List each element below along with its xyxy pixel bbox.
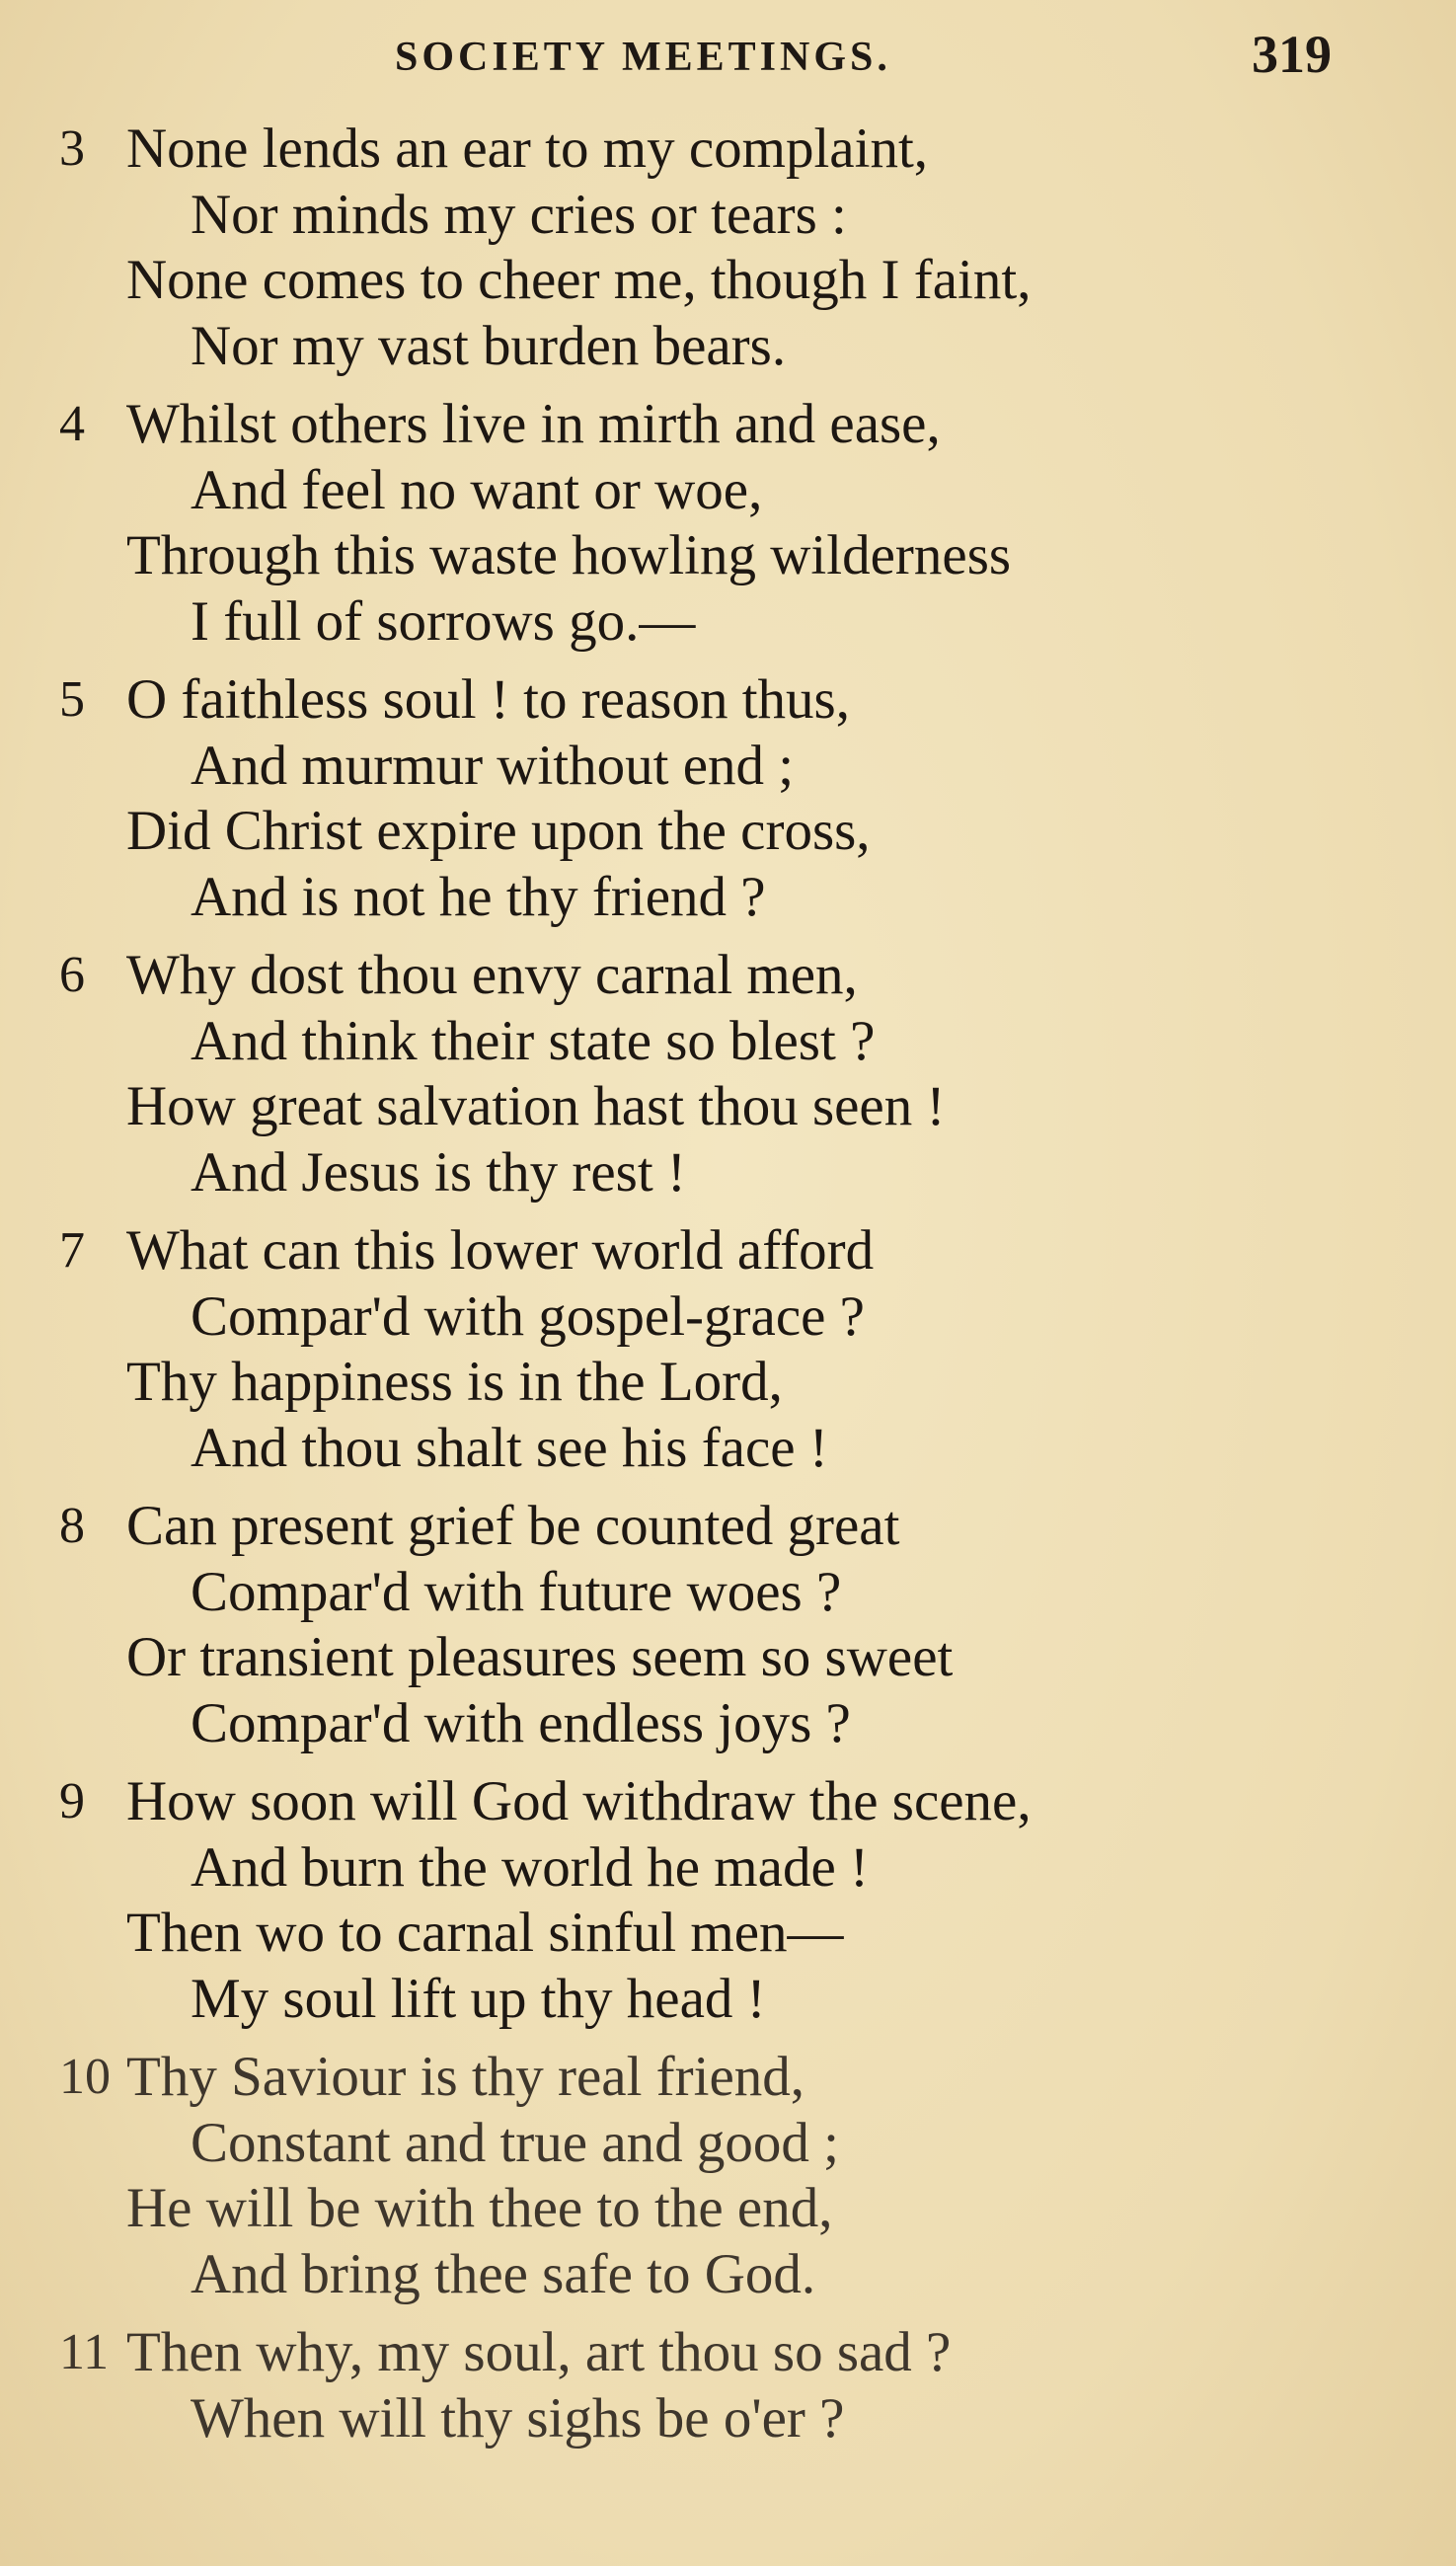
verse-line: None comes to cheer me, though I faint,: [126, 249, 1032, 311]
verse: [59, 2320, 1421, 2451]
verse-line: Compar'd with endless joys ?: [191, 1691, 851, 1754]
verse-line: Thy happiness is in the Lord,: [126, 1351, 783, 1413]
verse-line: 3 None lends an ear to my complaint,: [59, 117, 1421, 183]
verse-number: 4: [59, 396, 85, 452]
verse-line: 4 Whilst others live in mirth and ease,: [59, 392, 1421, 458]
verse-line: 10 Thy Saviour is thy real friend,: [59, 2045, 1421, 2111]
verse-number: 11: [59, 2324, 110, 2380]
verse-number: 9: [59, 1773, 85, 1829]
verse: [59, 1494, 1421, 1756]
verse-line: And murmur without end ;: [191, 734, 795, 797]
verse-number: 10: [59, 2049, 111, 2105]
verse-line: Constant and true and good ;: [191, 2111, 839, 2174]
verse-line: Compar'd with future woes ?: [191, 1560, 842, 1623]
running-head: SOCIETY MEETINGS.: [395, 35, 891, 80]
verse-line: Compar'd with gospel-grace ?: [191, 1284, 865, 1348]
verse-line: He will be with thee to the end,: [126, 2177, 833, 2239]
verse-line: 11 Then why, my soul, art thou so sad ?: [59, 2320, 1421, 2386]
verse-line: And burn the world he made !: [191, 1835, 869, 1899]
verse-number: 7: [59, 1222, 85, 1279]
verse-line: Nor my vast burden bears.: [191, 314, 787, 377]
verse-number: 6: [59, 947, 85, 1003]
verse: [59, 392, 1421, 655]
verse-number: 5: [59, 671, 85, 728]
verse-line: Did Christ expire upon the cross,: [126, 800, 871, 862]
verse: [59, 1769, 1421, 2032]
verse: [59, 667, 1421, 930]
verse-line: And think their state so blest ?: [191, 1009, 876, 1072]
verse-line: 6 Why dost thou envy carnal men,: [59, 943, 1421, 1009]
verse-number: 3: [59, 120, 85, 177]
verse-line: I full of sorrows go.—: [191, 589, 696, 653]
verse-number: 8: [59, 1498, 85, 1554]
verse-line: Through this waste howling wilderness: [126, 524, 1012, 586]
page-number: 319: [1252, 25, 1332, 84]
verse-line: And bring thee safe to God.: [191, 2242, 816, 2305]
verse: [59, 2045, 1421, 2307]
verse-line: Or transient pleasures seem so sweet: [126, 1626, 954, 1688]
verse-line: 7 What can this lower world afford: [59, 1218, 1421, 1284]
verse: [59, 1218, 1421, 1481]
verse-line: And is not he thy friend ?: [191, 865, 766, 928]
verse-line: How great salvation hast thou seen !: [126, 1075, 946, 1137]
verse-line: When will thy sighs be o'er ?: [191, 2386, 845, 2449]
verse-line: Nor minds my cries or tears :: [191, 183, 847, 246]
verse-line: And thou shalt see his face !: [191, 1416, 828, 1479]
verse-line: 9 How soon will God withdraw the scene,: [59, 1769, 1421, 1835]
verse-line: 5 O faithless soul ! to reason thus,: [59, 667, 1421, 734]
verse-line: And Jesus is thy rest !: [191, 1140, 686, 1204]
page-header: [0, 22, 1456, 91]
verse: [59, 117, 1421, 379]
verse-line: And feel no want or woe,: [191, 458, 763, 521]
verse-line: 8 Can present grief be counted great: [59, 1494, 1421, 1560]
verse-line: Then wo to carnal sinful men—: [126, 1902, 844, 1964]
verse-line: My soul lift up thy head !: [191, 1967, 766, 2030]
hymn-text: [59, 117, 1421, 2464]
verse: [59, 943, 1421, 1205]
